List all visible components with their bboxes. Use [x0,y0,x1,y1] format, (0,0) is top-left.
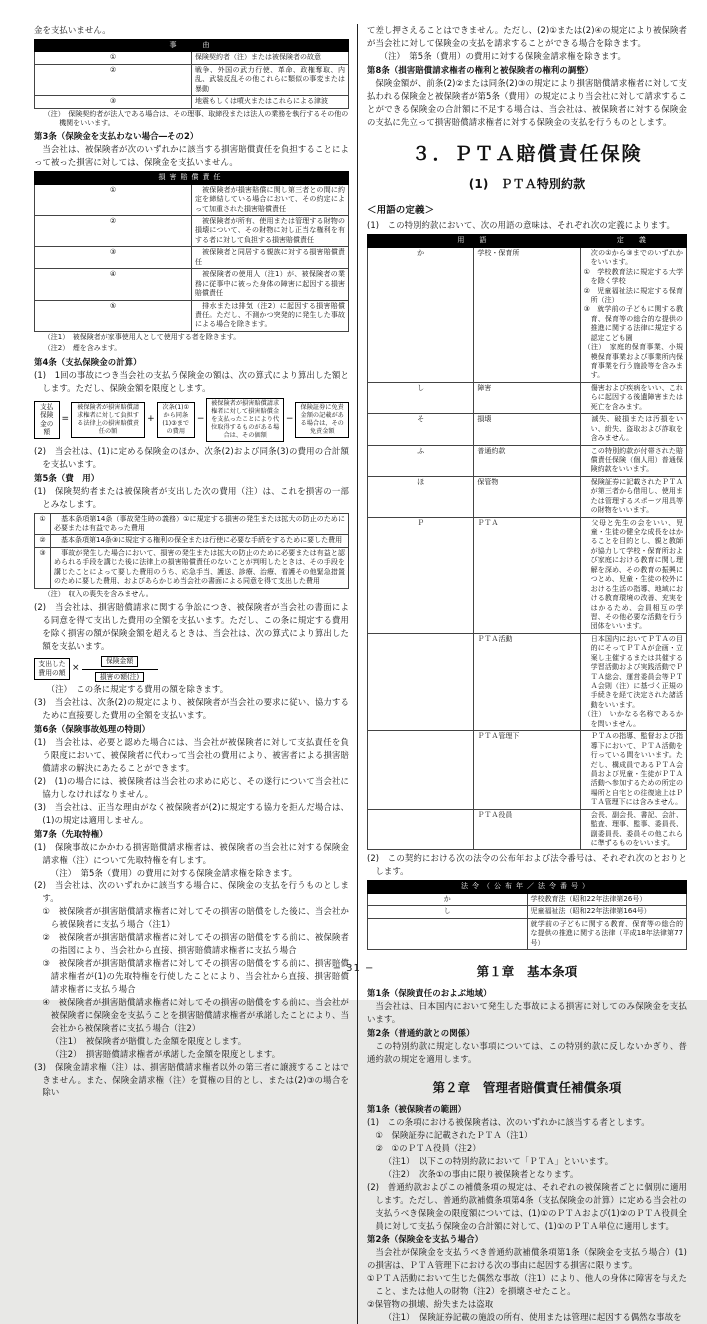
liability-exclusions-table-row-4-text: 排水または排気（注2）に起因する損害賠償責任。ただし、不測かつ突発的に発生した事故による場合を除きます。 [192,300,349,331]
terms-definition-table-row-5-definition [580,517,686,633]
expenses-table-row-1-text: 基本条項第14条③に規定する権利の保全または行使に必要な手続をするために要した費用 [51,535,349,547]
table-row [368,382,687,413]
liability-exclusions-table-header-row [35,172,349,184]
expenses-table-row-0-num: ① [35,513,51,535]
terms-definition-table-header-def: 定 義 [580,235,686,247]
terms-definition-table-row-8-definition [580,809,686,850]
table-row [368,476,687,517]
expenses-table-row-1-num: ② [35,535,51,547]
ch2-article-2-note-1: （注1） 保険証券記載の施設の所有、使用または管理に起因する偶然な事故を [383,1312,682,1323]
table-row [368,906,687,918]
article-4-item-1: (1) 1回の事故につき当会社の支払う保険金の額は、次の算式により算出した額とします。ただし、保険金額を限度とします。 [34,369,349,393]
terms-definition-table-row-8-line-0: 会長、副会長、書記、会計、監査、理事、監事、委員長、副委員長、委員その他これらに準ずるものをいいます。 [583,810,683,848]
payment-formula-operator-3: − [285,413,294,424]
ch1-article-1-heading: 第1条（保険責任のおよぶ地域） [367,988,492,999]
payment-formula-operator-1: + [147,413,155,424]
terms-definition-table-row-3-definition [580,445,686,476]
liability-exclusions-table-header: 損害賠償責任 [35,172,349,184]
table-row [368,731,687,810]
liability-exclusions-table [34,171,349,332]
expense-proration-formula-times: × [72,663,80,674]
table-row [35,535,349,547]
terms-definition-table-row-0-line-0: 次の①から③までのいずれかをいいます。 [583,248,683,267]
article-5-item-3: (3) 当会社は、次条(2)の規定により、被保険者が当会社の要求に従い、協力するために直接要した費用の全額を支払います。 [34,697,349,721]
terms-definition-table-row-2-definition [580,414,686,445]
exclusion-causes-table-header: 事 由 [35,39,349,51]
liability-exclusions-table-row-0-num: ① [35,184,192,215]
terms-definition-table-row-3-line-0: この特別約款が付帯された賠償責任保険（個人用）普通保険約款をいいます。 [583,446,683,474]
expense-proration-formula-denominator: 損害の額(注) [95,672,144,683]
terms-definition-table-row-0-kana: か [368,247,474,382]
table-row [35,269,349,300]
exclusion-causes-table [34,39,349,109]
exclusion-causes-table-row-1-num: ② [35,64,192,95]
terms-definition-table-row-0-term: 学校・保育所 [474,247,580,382]
terms-definition-table-row-1-term: 障害 [474,382,580,413]
chapter-1-heading: 第１章 基本条項 [476,963,578,979]
ch1-article-1-body: 当会社は、日本国内において発生した事故による損害に対してのみ保険金を支払います。 [367,1001,687,1025]
terms-definition-table-row-8-term: ＰＴＡ役員 [474,809,580,850]
terms-definition-table-row-6-line-0: 日本国内においてＰＴＡの目的にそってＰＴＡが企画・立案し主催するまたは共催する学習活動および実践活動でＰＴＡ総会、運営委員会等ＰＴＡ会則（注）に基づく正規の手続きを経て決定された諸活動をいいます。 [583,634,683,709]
ch2-article-1-item-1-2: ② ①のＰＴＡ役員（注2） [375,1142,481,1153]
article-7-heading: 第7条（先取特権） [34,828,108,839]
continuation-paragraph: 金を支払いません。 [34,25,111,35]
table-row [368,517,687,633]
liability-exclusions-table-row-4-num: ⑤ [35,300,192,331]
laws-table-row-1-kana: し [368,906,528,918]
article-5-heading: 第5条（費 用） [34,472,100,483]
liability-exclusions-table-row-2-num: ③ [35,247,192,269]
liability-exclusions-table-row-1-text: 被保険者が所有、使用または管理する財物の損壊について、その財物に対し正当な権利を有する者に対して負担する損害賠償責任 [192,216,349,247]
ch1-article-2-body: この特別約款に規定しない事項については、この特別約款に反しないかぎり、普通約款の規定を適用します。 [367,1040,687,1064]
article-5-item-1: (1) 保険契約者または被保険者が支出した次の費用（注）は、これを損害の一部とみなします。 [34,485,349,509]
liability-exclusions-table-row-3-num: ④ [35,269,192,300]
laws-table-row-2-kana [368,918,528,949]
definitions-intro: (1) この特別約款において、次の用語の意味は、それぞれ次の定義によります。 [367,220,675,231]
terms-definition-table-row-2-term: 損壊 [474,414,580,445]
terms-definition-table-header-row [368,235,687,247]
table-row [35,64,349,95]
laws-table-row-2-text: 就学前の子どもに関する教育、保育等の総合的な提供の推進に関する法律（平成18年法律第77号） [527,918,687,949]
ch2-article-1-item-1: (1) この条項における被保険者は、次のいずれかに該当する者とします。 [367,1117,650,1128]
right-column [358,24,687,1324]
terms-definition-table-row-8-kana [368,809,474,850]
terms-definition-table-row-2-line-0: 滅失、破損または汚損をいい、紛失、盗取および詐取を含みません。 [583,415,683,443]
terms-definition-table-row-4-term: 保管物 [474,476,580,517]
table-row [35,184,349,215]
expenses-table-row-2-num: ③ [35,547,51,588]
terms-definition-table-row-0-line-4: （注） 家庭的保育事業、小規模保育事業および事業所内保育事業を行う施設等を含みます。 [583,343,683,380]
terms-definition-table-row-5-term: ＰＴＡ [474,517,580,633]
terms-definition-table-row-7-line-0: ＰＴＡの指導、監督および指導下において、ＰＴＡ活動を行っている間をいいます。ただし、構成員であるＰＴＡ会員および児童・生徒がＰＴＡ活動へ参加するための所定の場所と自宅との往復途上はＰＴＡ管理下には含みません。 [583,732,683,807]
liability-exclusions-table-row-3-text: 被保険者の使用人（注1）が、被保険者の業務に従事中に被った身体の障害に起因する損害賠償責任 [192,269,349,300]
terms-definition-table-row-0-line-1: ① 学校教育法に規定する大学を除く学校 [583,267,683,286]
ch2-article-1-item-2: (2) 普通約款およびこの補償条項の規定は、それぞれの被保険者ごとに個別に適用します。ただし、普通約款補償条項第4条（支払保険金の計算）に定める当会社の支払うべき保険金の限度額については、(1)①のＰＴＡおよび(1)②のＰＴＡ役員全員に対して支払う保険金の合計額に対して、(1)①のＰＴＡ単位に適用します。 [367,1181,687,1231]
laws-table-row-0-text: 学校教育法（昭和22年法律第26号） [527,893,687,905]
table-row [35,247,349,269]
expense-proration-formula-left: 支出した費用の額 [34,658,70,680]
definitions-heading: ＜用語の定義＞ [367,204,435,216]
ch2-article-1-heading: 第1条（被保険者の範囲） [367,1104,467,1115]
payment-formula-term-0: 被保険者が損害賠償請求権者に対して負担する法律上の損害賠償責任の額 [71,402,145,438]
expenses-table-wrap [34,513,349,600]
terms-definition-table-row-4-kana: ほ [368,476,474,517]
exclusion-causes-table-row-2-num: ③ [35,96,192,108]
chapter-2-heading: 第２章 管理者賠償責任補償条項 [432,1079,622,1095]
ch2-article-1-note-1: （注1） 以下この特別約款において「ＰＴＡ」といいます。 [383,1155,614,1166]
article-7-item-1: (1) 保険事故にかかわる損害賠償請求権者は、被保険者の当会社に対する保険金請求権（注）について先取特権を有します。 [34,841,349,865]
terms-definition-table-row-3-term: 普通約款 [474,445,580,476]
terms-definition-table-header-term: 用 語 [368,235,581,247]
article-4-item-2: (2) 当会社は、(1)に定める保険金のほか、次条(2)および同条(3)の費用の合計額を支払います。 [34,445,349,469]
payment-formula-term-3: 保険証券に免責金額の記載がある場合は、その免責金額 [295,402,349,438]
terms-definition-table-row-7-kana [368,731,474,810]
exclusion-causes-table-row-2-text: 地震もしくは噴火またはこれらによる津波 [192,96,349,108]
terms-definition-table-row-7-term: ＰＴＡ管理下 [474,731,580,810]
expense-proration-formula-numerator: 保険金額 [101,656,138,667]
table-row [368,893,687,905]
terms-definition-table-row-4-line-0: 保険証券に記載されたＰＴＡが第三者から借用し、使用または管理するスポーツ用具等の財物をいいます。 [583,477,683,515]
article-7-item-3-note: （注） 第5条（費用）の費用に対する保険金請求権を除きます。 [379,50,626,61]
terms-definition-table-row-6-term: ＰＴＡ活動 [474,633,580,730]
expenses-table [34,513,349,589]
table-row [35,96,349,108]
article-7-item-1-note: （注） 第5条（費用）の費用に対する保険金請求権を除きます。 [50,867,298,878]
laws-table-row-0-kana: か [368,893,528,905]
table-row [35,216,349,247]
expense-proration-formula-fraction [82,656,158,683]
article-7-item-2: (2) 当会社は、次のいずれかに該当する場合に、保険金の支払を行うものとします。 [34,880,349,904]
article-7-item-3: (3) 保険金請求権（注）は、損害賠償請求権者以外の第三者に譲渡することはできません。また、保険金請求権（注）を質権の目的とし、または(2)③の場合を除い [34,1061,349,1098]
terms-definition-table-row-0-definition [580,247,686,382]
terms-definition-table-row-6-line-1: （注） いかなる名称であるかを問いません。 [583,710,683,728]
article-6-item-1: (1) 当会社は、必要と認めた場合には、当会社が被保険者に対して支払責任を負う限度において、被保険者に代わって当会社の費用により、被害者による損害賠償請求の解決にあたることができます。 [34,737,349,774]
exclusion-causes-table-row-1-text: 戦争、外国の武力行使、革命、政権奪取、内乱、武装反乱その他これらに類似の事変または暴動 [192,64,349,95]
payment-formula [34,398,349,442]
terms-definition-table-row-4-definition [580,476,686,517]
liability-exclusions-table-row-1-num: ② [35,216,192,247]
terms-definition-table-row-7-definition [580,731,686,810]
laws-table-row-1-text: 児童福祉法（昭和22年法律第164号） [527,906,687,918]
table-row [35,52,349,64]
ch2-article-2-item-1: ①ＰＴＡ活動において生じた偶然な事故（注1）により、他人の身体に障害を与えたこと、または他人の財物（注2）を損壊させたこと。 [367,1273,687,1297]
table-row [35,513,349,535]
terms-definition-table-row-1-kana: し [368,382,474,413]
payment-formula-term-1: 次条(1)①から同条(1)③までの費用 [157,402,195,438]
payment-formula-result: 支払保険金の額 [34,401,60,439]
article-8-heading: 第8条（損害賠償請求権者の権利と被保険者の権利の調整） [367,64,594,75]
terms-definition-table-row-0-line-2: ② 児童福祉法に規定する保育所（注） [583,286,683,304]
section-subtitle: (1) ＰＴＡ特別約款 [468,177,586,192]
terms-definition-table-row-1-line-0: 傷害および疾病をいい、これらに起因する後遺障害または死亡を含みます。 [583,383,683,411]
article-3-heading: 第3条（保険金を支払わない場合―その2） [34,131,199,142]
article-7-item-2-2: ② 被保険者が損害賠償請求権者に対してその損害の賠償をする前に、被保険者の指図により、当会社から直接、損害賠償請求権者に支払う場合 [42,932,349,956]
table-row [35,300,349,331]
article-7-note-2: （注2） 損害賠償請求権者が承諾した金額を限度とします。 [50,1048,281,1059]
liability-exclusions-table-row-2-text: 被保険者と同居する親族に対する損害賠償責任 [192,247,349,269]
laws-table [367,880,687,950]
terms-definition-table-row-0-line-3: ③ 就学前の子どもに関する教育、保育等の総合的な提供の推進に関する法律に規定する認定こども園 [583,305,683,342]
liability-exclusions-table-note-0: （注1） 被保険者が家事使用人として使用する者を除きます。 [43,332,241,341]
liability-exclusions-table-note-1: （注2） 煙を含みます。 [43,344,122,353]
terms-definition-table-row-3-kana: ふ [368,445,474,476]
expenses-table-row-0-text: 基本条項第14条（事故発生時の義務）①に規定する損害の発生または拡大の防止のために必要または有益であった費用 [51,513,349,535]
continuation-paragraph-right: て差し押さえることはできません。ただし、(2)①または(2)④の規定により被保険者が当会社に対して保険金の支払を請求することができる場合を除きます。 [367,25,687,48]
laws-table-header-row [368,881,687,893]
laws-table-header: 法令（公布年／法令番号） [368,881,687,893]
formula-note: （注） この条に規定する費用の額を除きます。 [46,684,229,695]
exclusion-causes-table-header-row [35,39,349,51]
table-row [368,414,687,445]
table-row [368,247,687,382]
laws-intro: (2) この契約における次の法令の公布年および法令番号は、それぞれ次のとおりとします。 [367,853,687,877]
ch2-article-1-item-1-1: ① 保険証券に記載されたＰＴＡ（注1） [375,1129,533,1140]
expense-proration-formula-fraction-bar [82,669,158,670]
payment-formula-operator-2: − [196,413,205,424]
article-7-item-2-4: ④ 被保険者が損害賠償請求権者に対してその損害の賠償をする前に、当会社が被保険者に保険金を支払うことを損害賠償請求権者が承諾したことにより、当会社から被保険者に支払う場合（注2） [42,996,349,1033]
terms-definition-table-row-5-line-0: 父母と先生の会をいい、児童・生徒の健全な成長をはかることを目的とし、親と教師が協力して学校・保育所および家庭における教育に関し理解を深め、その教育の振興につとめ、児童・生徒の校外における生活の指導、地域における教育環境の改善、充実をはかるため、会員相互の学習、その他必要な活動を行う団体をいいます。 [583,518,683,631]
left-column [34,24,358,1324]
terms-definition-table-row-6-definition [580,633,686,730]
page-number: − 31 − [332,963,375,974]
terms-definition-table-row-6-kana [368,633,474,730]
ch2-article-1-note-2: （注2） 次条①の事由に限り被保険者となります。 [383,1168,579,1179]
article-3-body: 当会社は、被保険者が次のいずれかに該当する損害賠償責任を負担することによって被った損害に対しては、保険金を支払いません。 [34,144,349,168]
ch2-article-2-body: 当会社が保険金を支払うべき普通約款補償条項第1条（保険金を支払う場合）(1)の損害は、ＰＴＡ管理下における次の事由に起因する損害に限ります。 [367,1247,687,1271]
article-6-heading: 第6条（保険事故処理の特則） [34,724,151,735]
table-row [368,809,687,850]
ch2-article-2-heading: 第2条（保険金を支払う場合） [367,1234,484,1245]
section-title: ３．ＰＴＡ賠償責任保険 [411,142,643,165]
article-6-item-2: (2) (1)の場合には、被保険者は当会社の求めに応じ、その遂行について当会社に協力しなければなりません。 [34,775,349,799]
terms-definition-table [367,234,687,850]
table-row [368,445,687,476]
article-7-item-2-3: ③ 被保険者が損害賠償請求権者に対してその損害の賠償をする前に、損害賠償請求権者が(1)の先取特権を行使したことにより、当会社から直接、損害賠償請求権者に支払う場合 [42,958,349,994]
article-6-item-3: (3) 当会社は、正当な理由がなく被保険者が(2)に規定する協力を拒んだ場合は、(1)の規定は適用しません。 [34,801,349,825]
ch2-article-2-item-2: ②保管物の損壊、紛失または盗取 [367,1299,494,1310]
article-8-body: 保険金額が、前条(2)②または同条(2)③の規定により損害賠償請求権者に対して支払われる保険金と被保険者が第5条（費用）の規定により当会社に対して請求することができる保険金の合計額に不足する場合は、当会社は、被保険者に対する保険金の支払に先立って損害賠償請求権者に対する保険金の支払を行うものとします。 [367,77,687,127]
ch1-article-2-heading: 第2条（普通約款との関係） [367,1028,475,1039]
article-5-item-2: (2) 当会社は、損害賠償請求に関する争訟につき、被保険者が当会社の書面による同意を得て支出した費用の全額を支払います。ただし、この条に規定する費用を除く損害の額が保険金額を超えるときは、当会社は、次の算式により算出した額を支払います。 [34,602,349,651]
terms-definition-table-row-1-definition [580,382,686,413]
article-7-note-1: （注1） 被保険者が賠償した金額を限度とします。 [50,1035,247,1046]
terms-definition-table-row-2-kana: そ [368,414,474,445]
exclusion-causes-table-row-0-num: ① [35,52,192,64]
exclusion-causes-table-note-0: （注） 保険契約者が法人である場合は、その理事、取締役または法人の業務を執行するその他の機関をいいます。 [43,109,349,127]
two-column-layout [34,24,687,1324]
liability-exclusions-table-wrap [34,171,349,353]
expenses-table-note-0: （注） 収入の喪失を含みません。 [43,589,153,598]
terms-definition-table-row-5-kana: Ｐ [368,517,474,633]
table-row [368,633,687,730]
exclusion-causes-table-wrap [34,39,349,129]
expenses-table-row-2-text: 事故が発生した場合において、損害の発生または拡大の防止のために必要または有益と認められる手段を講じた後に法律上の損害賠償責任のないことが判明したときは、その手段を講じたことによって要した費用のうち、応急手当、護送、診療、治療、看護その他緊急措置のために要した費用、およびあらかじめ当会社の書面による同意を得て支出した費用 [51,547,349,588]
exclusion-causes-table-row-0-text: 保険契約者（注）または被保険者の故意 [192,52,349,64]
liability-exclusions-table-row-0-text: 被保険者が損害賠償に関し第三者との間に約定を締結している場合において、その約定によって加重された損害賠償責任 [192,184,349,215]
payment-formula-term-2: 被保険者が損害賠償請求権者に対して損害賠償金を支払ったことにより代位取得するものがある場合は、その価額 [206,398,283,442]
table-row [35,547,349,588]
article-4-heading: 第4条（支払保険金の計算） [34,356,142,367]
payment-formula-operator-0: = [61,413,70,424]
expense-proration-formula [34,656,349,683]
article-7-item-2-1: ① 被保険者が損害賠償請求権者に対してその損害の賠償をした後に、当会社から被保険者に支払う場合（注1） [42,906,349,930]
table-row [368,918,687,949]
